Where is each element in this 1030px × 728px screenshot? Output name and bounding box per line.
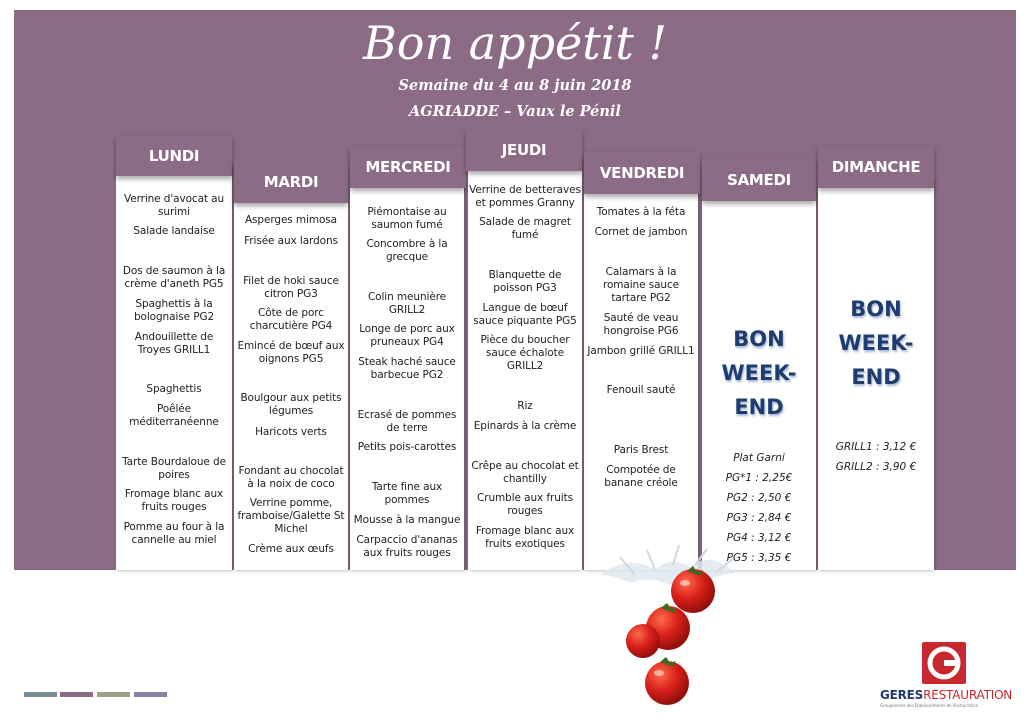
price-line: PG3 : 2,84 € [726, 512, 792, 524]
menu-item: Cornet de jambon [594, 226, 688, 238]
menu-item: Longe de porc aux pruneaux PG4 [359, 323, 455, 348]
day-header-mercredi: MERCREDI [350, 146, 466, 188]
menu-item: Paris Brest [613, 444, 669, 456]
menu-item: Salade landaise [133, 225, 215, 237]
menu-item: Salade de magret fumé [479, 216, 571, 241]
menu-item: Compotée de banane créole [604, 464, 678, 489]
menu-item: Epinards à la crème [473, 420, 577, 432]
menu-item: Filet de hoki sauce citron PG3 [243, 275, 339, 300]
site-subtitle: AGRIADDE – Vaux le Pénil [409, 103, 621, 120]
menu-item: Calamars à la romaine sauce tartare PG2 [602, 266, 680, 304]
brand-tagline: Groupement des Établissements de Restauration [880, 703, 979, 708]
menu-item: Tomates à la féta [596, 206, 686, 218]
menu-item: Tarte fine aux pommes [371, 481, 443, 506]
menu-item: Blanquette de poisson PG3 [488, 269, 562, 294]
menu-item: Poêlée méditerranéenne [129, 403, 219, 428]
decorative-bar [60, 692, 93, 697]
brand-wordmark: GERESRESTAURATION [880, 688, 1013, 702]
week-subtitle: Semaine du 4 au 8 juin 2018 [398, 77, 632, 94]
menu-item: Petits pois-carottes [357, 441, 457, 453]
menu-item: Andouillette de Troyes GRILL1 [134, 331, 214, 356]
menu-item: Fondant au chocolat à la noix de coco [238, 465, 344, 490]
menu-item: Sauté de veau hongroise PG6 [603, 312, 679, 337]
day-header-dimanche: DIMANCHE [818, 146, 934, 188]
price-line: PG2 : 2,50 € [726, 492, 792, 504]
menu-item: Asperges mimosa [244, 214, 338, 226]
menu-item: Steak haché sauce barbecue PG2 [358, 356, 456, 381]
price-line: GRILL2 : 3,90 € [835, 461, 917, 473]
price-line: PG5 : 3,35 € [726, 552, 792, 564]
menu-item: Frisée aux lardons [244, 235, 338, 247]
bon-weekend-text: BON WEEK- END [721, 327, 797, 419]
menu-item: Riz [517, 400, 533, 412]
decorative-bar [134, 692, 167, 697]
menu-item: Spaghettis à la bolognaise PG2 [133, 298, 215, 323]
menu-item: Fromage blanc aux fruits exotiques [475, 525, 575, 550]
menu-item: Jambon grillé GRILL1 [587, 345, 695, 357]
price-line: PG4 : 3,12 € [726, 532, 792, 544]
menu-item: Verrine pomme, framboise/Galette St Michel [237, 497, 345, 535]
plat-garni-label: Plat Garni [733, 452, 785, 464]
page-title: Bon appétit ! [362, 16, 668, 70]
price-line: PG*1 : 2,25€ [725, 472, 793, 484]
menu-item: Crêpe au chocolat et chantilly [471, 460, 579, 485]
price-line: GRILL1 : 3,12 € [835, 441, 917, 453]
menu-item: Côte de porc charcutière PG4 [249, 307, 333, 332]
geres-logo-icon [921, 641, 967, 685]
menu-item: Pomme au four à la cannelle au miel [123, 521, 225, 546]
menu-item: Pièce du boucher sauce échalote GRILL2 [480, 334, 570, 372]
day-header-samedi: SAMEDI [702, 159, 816, 201]
menu-item: Tarte Bourdaloue de poires [122, 456, 226, 481]
menu-item: Concombre à la grecque [366, 238, 448, 263]
menu-item: Verrine de betteraves et pommes Granny [469, 184, 581, 209]
menu-item: Colin meunière GRILL2 [367, 291, 447, 316]
menu-item: Carpaccio d'ananas aux fruits rouges [356, 534, 458, 559]
tomato-splash-image [595, 545, 745, 715]
decorative-bar [97, 692, 130, 697]
menu-item: Dos de saumon à la crème d'aneth PG5 [122, 265, 226, 290]
day-header-lundi: LUNDI [116, 136, 232, 176]
menu-item: Langue de bœuf sauce piquante PG5 [473, 302, 577, 327]
menu-item: Fenouil sauté [606, 384, 676, 396]
menu-item: Fromage blanc aux fruits rouges [124, 488, 224, 513]
menu-item: Mousse à la mangue [353, 514, 461, 526]
menu-item: Crumble aux fruits rouges [477, 492, 573, 517]
menu-item: Piémontaise au saumon fumé [367, 206, 447, 231]
menu-item: Haricots verts [255, 426, 327, 438]
menu-item: Boulgour aux petits légumes [240, 392, 342, 417]
menu-item: Crème aux œufs [248, 543, 334, 555]
menu-item: Spaghettis [146, 383, 202, 395]
decorative-bar [24, 692, 57, 697]
bon-weekend-text: BON WEEK- END [838, 297, 914, 389]
menu-item: Verrine d'avocat au surimi [123, 193, 225, 218]
day-header-vendredi: VENDREDI [584, 152, 700, 194]
day-header-jeudi: JEUDI [466, 129, 582, 171]
menu-item: Emincé de bœuf aux oignons PG5 [237, 340, 345, 365]
day-header-mardi: MARDI [234, 161, 348, 203]
menu-item: Ecrasé de pommes de terre [357, 409, 457, 434]
